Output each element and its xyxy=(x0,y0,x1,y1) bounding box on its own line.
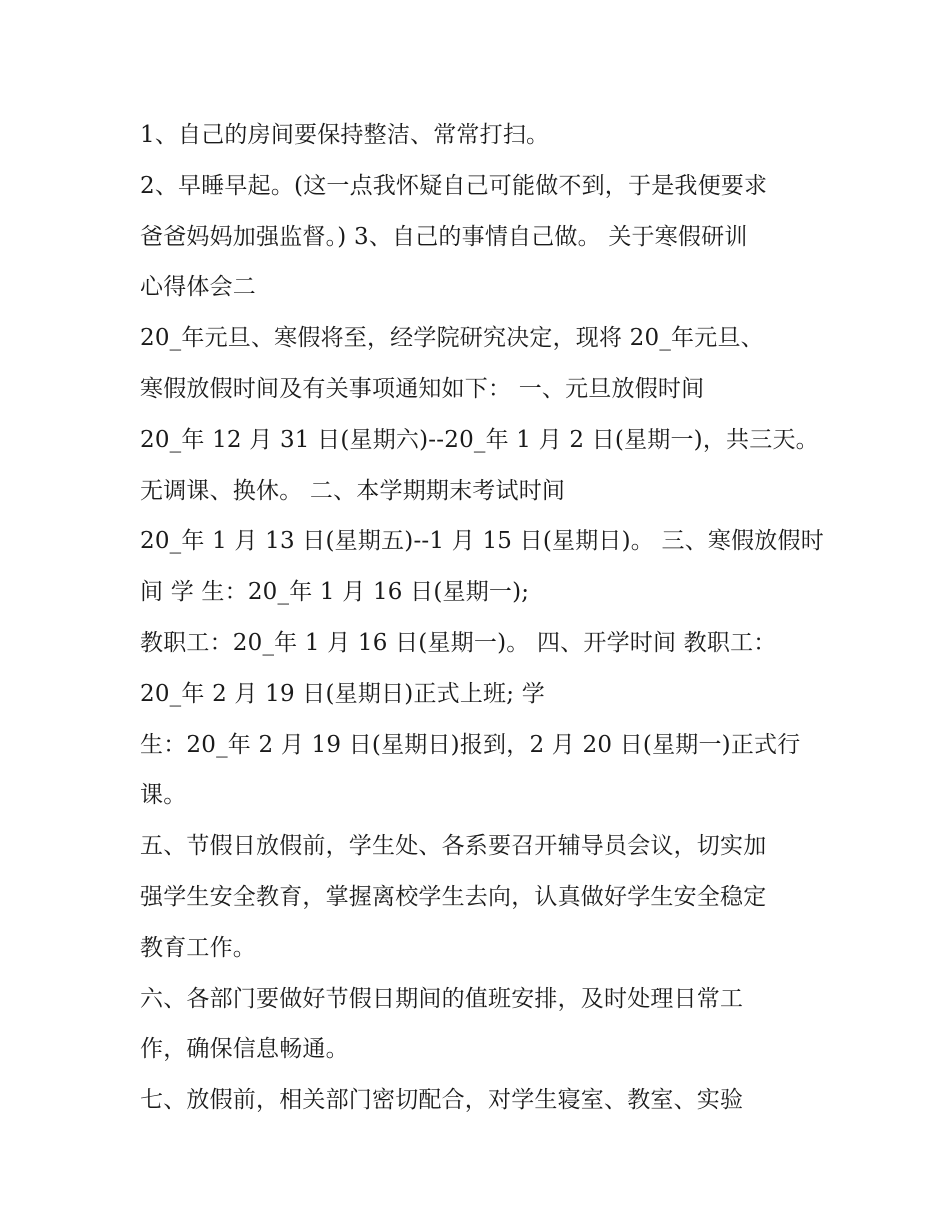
text-line: 间 学 生：20_年 1 月 16 日(星期一); xyxy=(140,579,530,606)
text-line: 爸爸妈妈加强监督。) 3、自己的事情自己做。 关于寒假研训 xyxy=(140,223,748,250)
text-line: 教职工：20_年 1 月 16 日(星期一)。 四、开学时间 教职工： xyxy=(140,629,777,656)
text-line: 1、自己的房间要保持整洁、常常打扫。 xyxy=(140,122,550,148)
text-line: 心得体会二 xyxy=(140,274,256,301)
body-text xyxy=(140,110,830,1126)
text-line: 无调课、换休。 二、本学期期末考试时间 xyxy=(140,477,566,504)
text-line: 20_年 12 月 31 日(星期六)--20_年 1 月 2 日(星期一)，共三天。 xyxy=(140,426,819,453)
text-line: 寒假放假时间及有关事项通知如下： 一、元旦放假时间 xyxy=(140,375,705,402)
text-line: 20_年 1 月 13 日(星期五)--1 月 15 日(星期日)。 三、寒假放假时 xyxy=(140,528,824,555)
text-line: 七、放假前，相关部门密切配合，对学生寝室、教室、实验 xyxy=(140,1087,744,1114)
text-line: 强学生安全教育，掌握离校学生去向，认真做好学生安全稳定 xyxy=(140,883,767,910)
text-line: 20_年 2 月 19 日(星期日)正式上班; 学 xyxy=(140,680,545,707)
text-line: 六、各部门要做好节假日期间的值班安排，及时处理日常工 xyxy=(140,985,744,1012)
text-line: 2、早睡早起。(这一点我怀疑自己可能做不到，于是我便要求 xyxy=(140,172,768,199)
text-line: 作，确保信息畅通。 xyxy=(140,1036,349,1063)
text-line: 五、节假日放假前，学生处、各系要召开辅导员会议，切实加 xyxy=(140,833,767,860)
text-line: 教育工作。 xyxy=(140,934,256,961)
text-line: 生：20_年 2 月 19 日(星期日)报到，2 月 20 日(星期一)正式行 xyxy=(140,731,801,758)
text-line: 20_年元旦、寒假将至，经学院研究决定，现将 20_年元旦、 xyxy=(140,325,764,352)
text-line: 课。 xyxy=(140,782,187,809)
